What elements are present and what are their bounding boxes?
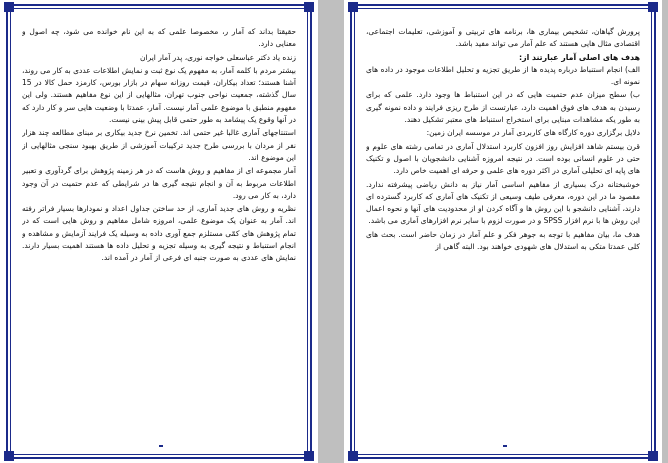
paragraph: نظریه و روش های جدید آماری، از حد ساختن جداول اعداد و نمودارها بسیار فراتر رفته اند. آمار به عنوان یک موضوع علمی، امروزه شامل مفاهیم و روش هایی است که در تمام پژوهش های کمّی مستلزم جمع آوری داده به وسیله یک فرایند آزمایش و مشاهده و انجام استنباط و نتیجه گیری به وسیله تجزیه و تحلیل داده ها هستند اهمیت بسیار دارند. نمایش های عددی به صورت جنبه ای فرعی از آمار در آمده اند.	[22, 204, 296, 263]
paragraph: الف) انجام استنباط درباره پدیده ها از طریق تجزیه و تحلیل اطلاعات موجود در داده های نمونه ای.	[366, 64, 640, 87]
paragraph: پرورش گیاهان، تشخیص بیماری ها، برنامه های تربیتی و آموزشی، تعلیمات اجتماعی، اقتصادی مثال هایی هستند که علم آمار می تواند مفید باشد.	[366, 27, 640, 49]
paragraph: قرن بیستم شاهد افزایش روز افزون کاربرد استدلال آماری در تمامی رشته های علوم و حتی در علوم انسانی بوده است. در نتیجه امروزه آشنایی دانشجویان با اصول و تکنیک های پایه ای تحلیلی آماری در اکثر دوره های علمی و حرفه ای اهمیت خاص دارد.	[366, 141, 640, 176]
section-heading: هدف های اصلی آمار عبارتند از:	[518, 52, 640, 62]
corner-ornament	[648, 451, 658, 461]
paragraph: حقیقتا بداند که آمار ر، مخصوصا علمی که به این نام خوانده می شود، چه اصول و معنایی دارد.	[22, 27, 296, 49]
corner-ornament	[4, 2, 14, 12]
paragraph: دلایل برگزاری دوره کارگاه های کاربردی آمار در موسسه ایران زمین:	[426, 128, 640, 138]
paragraph: خوشبختانه درک بسیاری از مفاهیم اساسی آمار نیاز به دانش ریاضی پیشرفته ندارد. مقصود ما در این دوره، معرفی طیف وسیعی از تکنیک های آماری که کاربرد گسترده ای دارند، آشنایی دانشجو با این روش ها و آگاه کردن او از محدودیت های آنها و نحوه اعمال این روش ها با نرم افزار SPSS و در صورت لزوم با سایر نرم افزارهای آماری می باشد.	[366, 179, 640, 226]
page-left	[0, 0, 318, 463]
paragraph: هدف ما، بیان مفاهیم با توجه به جوهر فکر و علم آمار در زمان حاضر است. بحث های کلی عمدتا متکی به استدلال های شهودی خواهند بود. البته گاهی از	[366, 229, 640, 252]
paragraph: استنتاجهای آماری غالبا غیر حتمی اند. تخمین نرخ جدید بیکاری بر مبنای مطالعه چند هزار نفر از مردان با بررسی طرح جدید ترکیبات آموزشی از طریق بهبود سنجی مثالهایی از این موضوع اند.	[22, 128, 296, 162]
page-footer-mark	[503, 445, 507, 447]
corner-ornament	[4, 451, 14, 461]
corner-ornament	[648, 2, 658, 12]
page-footer-mark	[159, 445, 163, 447]
corner-ornament	[348, 451, 358, 461]
corner-ornament	[304, 451, 314, 461]
page-gutter	[318, 0, 344, 463]
corner-ornament	[348, 2, 358, 12]
paragraph: زنده یاد دکتر عباسعلی خواجه نوری، پدر آمار ایران	[139, 52, 296, 62]
page-right	[344, 0, 662, 463]
page-text	[22, 26, 296, 441]
corner-ornament	[304, 2, 314, 12]
page-text	[366, 26, 640, 441]
paragraph: آمار مجموعه ای از مفاهیم و روش هاست که در هر زمینه پژوهش برای گردآوری و تعبیر اطلاعات مربوط به آن و انجام نتیجه گیری ها در شرایطی که عدم حتمیت در آن وجود دارد، به کار می رود.	[22, 166, 296, 200]
paragraph: بیشتر مردم با کلمه آمار، به مفهوم یک نوع ثبت و نمایش اطلاعات عددی به کار می روند، آشنا هستند؛ تعداد بیکاران، قیمت روزانه سهام در بازار بورس، کارمزد حمل کالا در 15 سال گذشته، جمعیت نواحی جنوب تهران، مثالهایی از این نوع مفاهیم هستند. ولی این مفهوم منطبق با موضوع علمی آمار نیست. آمار، عمدتا با وضعیت هایی سر و کار دارد که در آنها وقوع یک پیشامد به طور حتمی قابل پیش بینی نیست.	[22, 65, 296, 125]
paragraph: ب) سطح میزان عدم حتمیت هایی که در این استنباط ها وجود دارد. علمی که برای رسیدن به هدف های فوق اهمیت دارد، عبارتست از طرح ریزی فرایند و داده نمونه گیری به طور یکه مشاهدات مبنایی برای استخراج استنباط های معتبر تشکیل دهند.	[366, 90, 640, 125]
